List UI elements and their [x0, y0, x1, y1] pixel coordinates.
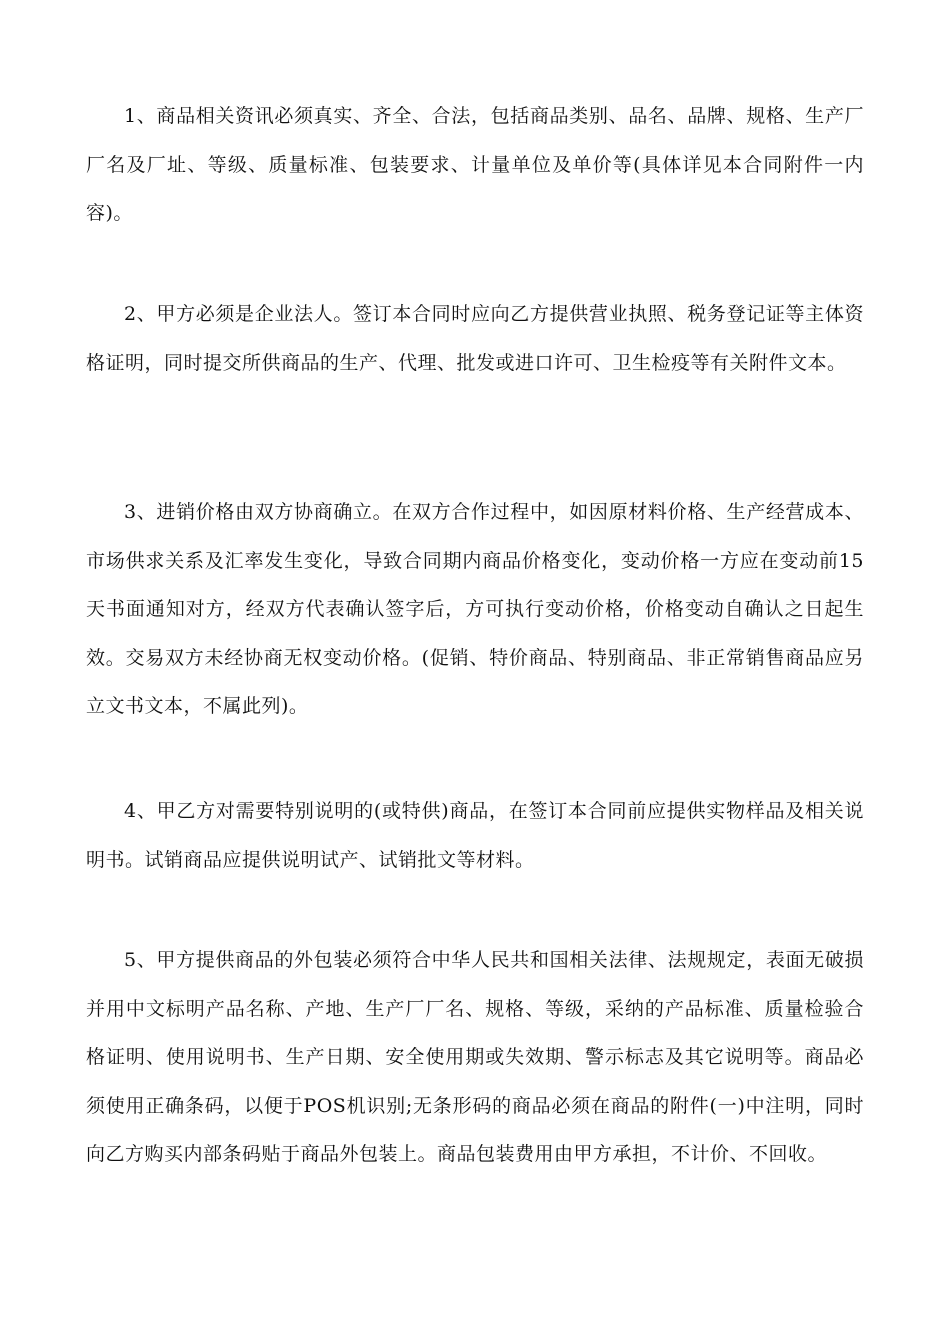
clause-4-paragraph: 4、甲乙方对需要特别说明的(或特供)商品，在签订本合同前应提供实物样品及相关说明书。试销商品应提供说明试产、试销批文等材料。	[86, 800, 864, 871]
clause-5-paragraph: 5、甲方提供商品的外包装必须符合中华人民共和国相关法律、法规规定，表面无破损并用中文标明产品名称、产地、生产厂厂名、规格、等级，采纳的产品标准、质量检验合格证明、使用说明书、生产日期、安全使用期或失效期、警示标志及其它说明等。商品必须使用正确条码，以便于POS机识别;无条形码的商品必须在商品的附件(一)中注明，同时向乙方购买内部条码贴于商品外包装上。商品包装费用由甲方承担，不计价、不回收。	[86, 949, 864, 1165]
clause-2-paragraph: 2、甲方必须是企业法人。签订本合同时应向乙方提供营业执照、税务登记证等主体资格证明，同时提交所供商品的生产、代理、批发或进口许可、卫生检疫等有关附件文本。	[86, 303, 864, 374]
clause-3-paragraph: 3、进销价格由双方协商确立。在双方合作过程中，如因原材料价格、生产经营成本、市场供求关系及汇率发生变化，导致合同期内商品价格变化，变动价格一方应在变动前15天书面通知对方，经双方代表确认签字后，方可执行变动价格，价格变动自确认之日起生效。交易双方未经协商无权变动价格。(促销、特价商品、特别商品、非正常销售商品应另立文书文本，不属此列)。	[86, 501, 864, 717]
clause-1-paragraph: 1、商品相关资讯必须真实、齐全、合法，包括商品类别、品名、品牌、规格、生产厂厂名及厂址、等级、质量标准、包装要求、计量单位及单价等(具体详见本合同附件一内容)。	[86, 105, 864, 224]
